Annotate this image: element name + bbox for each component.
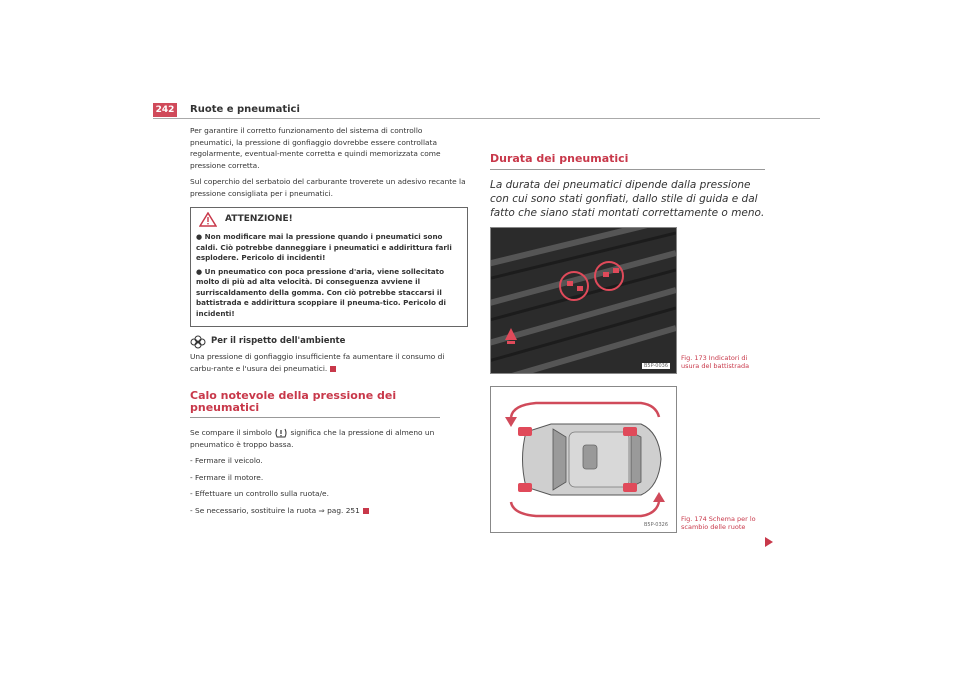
- warning-title: [199, 212, 462, 227]
- bullet-icon: ●: [196, 233, 203, 241]
- environment-text-content: Una pressione di gonfiaggio insufficiente fa aumentare il consumo di carbu-rante e l'usura dei pneumatici.: [190, 352, 445, 373]
- cross-reference-arrow-icon: ⇒: [318, 505, 325, 515]
- section-heading-pressure-drop: Calo notevole della pressione dei pneumatici: [190, 390, 440, 418]
- continue-arrow-icon: [765, 537, 773, 547]
- warning-item: [196, 267, 462, 320]
- warning-triangle-icon: [199, 212, 217, 227]
- environment-text: [190, 351, 468, 374]
- figure-code: B5P-0326: [643, 522, 668, 528]
- chapter-title: Ruote e pneumatici: [190, 104, 300, 115]
- figure-tread-wear-indicators: [490, 227, 677, 374]
- section-end-icon: [363, 508, 369, 514]
- lead-paragraph: La durata dei pneumatici dipende dalla pressione con cui sono stati gonfiati, dallo stile di guida e dal fatto che siano stati montati correttamente o meno.: [490, 179, 765, 219]
- section-heading-tire-life: Durata dei pneumatici: [490, 152, 765, 170]
- warning-title-text: ATTENZIONE!: [225, 213, 293, 224]
- section-end-icon: [330, 366, 336, 372]
- environment-note-title: [190, 335, 468, 349]
- warning-item-text: Non modificare mai la pressione quando i pneumatici sono caldi. Ciò potrebbe danneggiare i pneumatici e addirittura farli esplodere. Pericolo di incidenti!: [196, 232, 452, 262]
- environment-title-text: Per il rispetto dell'ambiente: [211, 336, 346, 347]
- page-reference-link[interactable]: pag. 251: [327, 505, 360, 515]
- figure-caption: Fig. 173 Indicatori di usura del battistrada: [681, 354, 750, 370]
- warning-box: [190, 207, 468, 327]
- paragraph-pressure-check: Per garantire il corretto funzionamento del sistema di controllo pneumatici, la pressione di gonfiaggio dovrebbe essere controllata regolarmente, eventual-mente corretta e quindi memorizzata come pressione corretta.: [190, 126, 441, 170]
- warning-item-text: Un pneumatico con poca pressione d'aria, viene sollecitato molto di più ad alta velocità. Di conseguenza avviene il surriscaldamento della gomma. Con ciò potrebbe staccarsi il battistrada e addirittura scoppiare il pneuma-tico. Pericolo di incidenti!: [196, 266, 447, 318]
- warning-item: [196, 232, 462, 264]
- tire-tread-image: [491, 228, 676, 373]
- right-column: [490, 152, 765, 220]
- bullet-icon: ●: [196, 267, 203, 276]
- intro-text: Se compare il simbolo: [190, 428, 272, 437]
- step: - Effettuare un controllo sulla ruota/e.: [190, 489, 329, 498]
- figure-code: B5P-0036: [643, 363, 668, 369]
- left-column: [190, 125, 468, 521]
- step: [190, 505, 468, 517]
- step: - Fermare il motore.: [190, 472, 264, 482]
- intro-text-after: significa che la pressione di almeno un pneumatico è troppo bassa.: [190, 428, 435, 449]
- pressure-warning-text: [190, 427, 468, 450]
- step: - Fermare il veicolo.: [190, 456, 263, 465]
- tire-pressure-warning-icon: [274, 428, 288, 438]
- step-text: - Se necessario, sostituire la ruota: [190, 505, 317, 515]
- flower-icon: [190, 335, 206, 349]
- car-top-view-image: [491, 387, 676, 532]
- figure-wheel-rotation-diagram: [490, 386, 677, 533]
- figure-caption: Fig. 174 Schema per lo scambio delle ruote: [681, 515, 756, 531]
- page-number: 242: [153, 103, 177, 117]
- paragraph-fuel-cap-sticker: Sul coperchio del serbatoio del carburante troverete un adesivo recante la pressione consigliata per i pneumatici.: [190, 177, 466, 198]
- header-rule: [153, 118, 820, 119]
